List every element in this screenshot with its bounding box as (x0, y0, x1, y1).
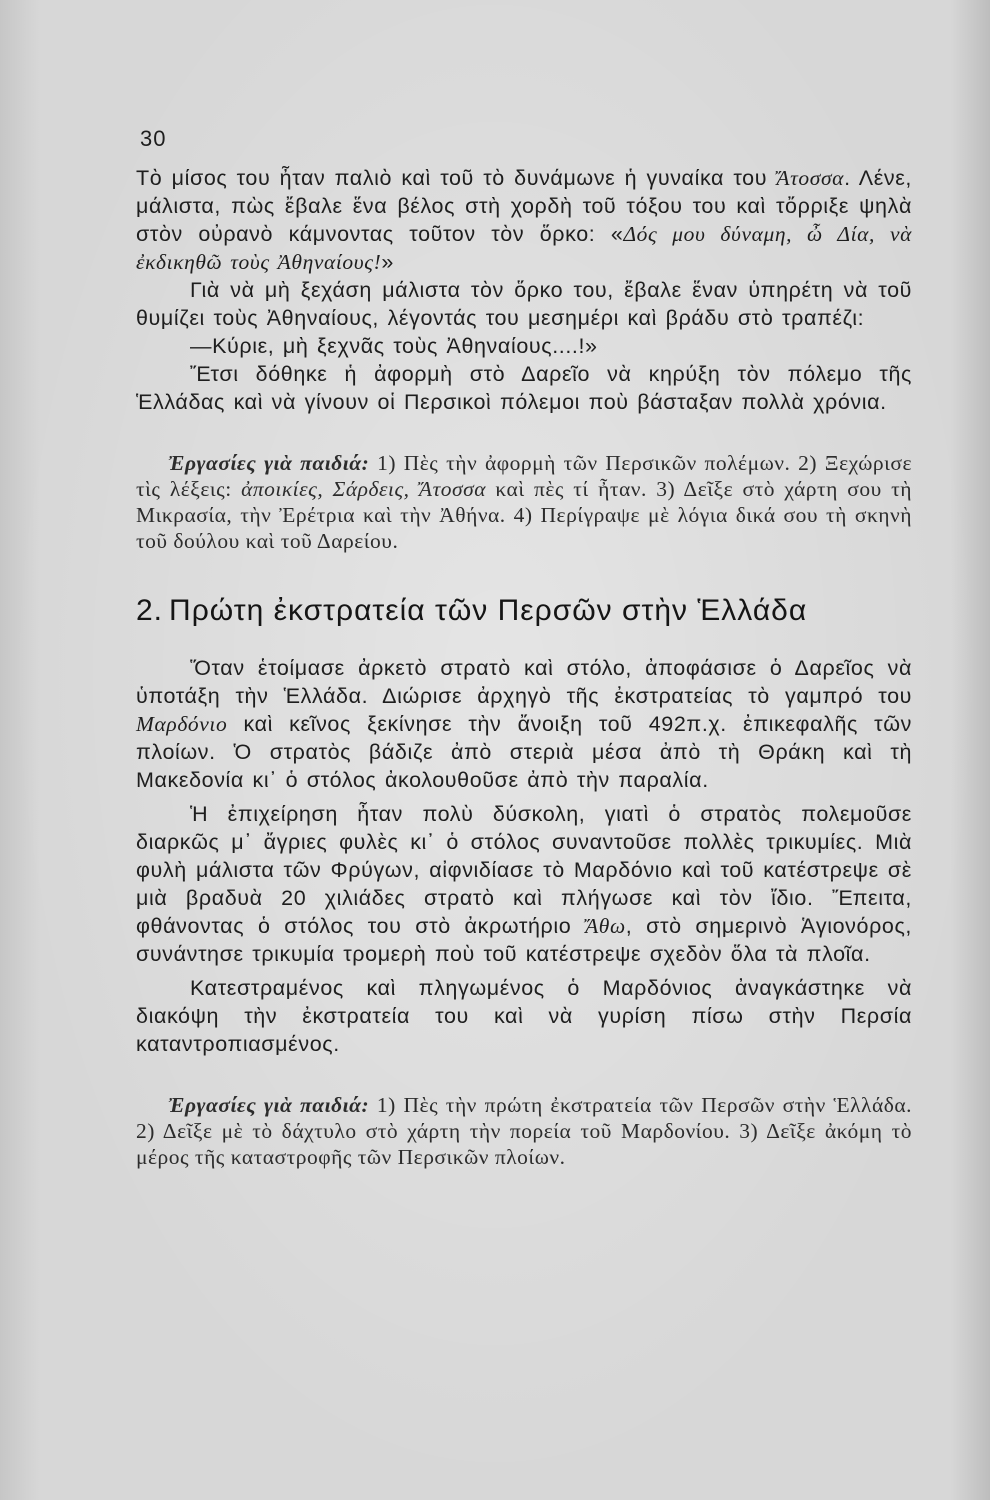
page-content (136, 164, 912, 1170)
intro-p1-name: Ἄτοσσα (776, 166, 845, 190)
section-p2-text-b: , στὸ σημερινὸ Ἁγιονόρος, συνάντησε τρικυμία τρομερὴ ποὺ τοῦ κατέστρεψε σχεδὸν ὅλα τὰ πλοῖα. (136, 914, 912, 966)
tasks-1-words: ἀποικίες, Σάρδεις, Ἄτοσσα (241, 477, 487, 501)
section-paragraph-3: Κατεστραμένος καὶ πληγωμένος ὁ Μαρδόνιος ἀναγκάστηκε νὰ διακόψη τὴν ἐκστρατεία του καὶ νὰ γυρίση πίσω στὴν Περσία καταντροπιασμένος. (136, 976, 912, 1056)
tasks-1-label: Ἐργασίες γιὰ παιδιά: (168, 451, 370, 475)
intro-paragraph-2: Γιὰ νὰ μὴ ξεχάση μάλιστα τὸν ὅρκο του, ἔβαλε ἕναν ὑπηρέτη νὰ τοῦ θυμίζει τοὺς Ἀθηναίους, λέγοντάς του μεσημέρι καὶ βράδυ στὸ τραπέζι: (136, 278, 912, 330)
tasks-block-2 (136, 1092, 912, 1170)
page-number: 30 (140, 126, 167, 151)
section-paragraph-2 (136, 800, 912, 968)
tasks-block-1 (136, 450, 912, 554)
section-p2-text-a: Ἡ ἐπιχείρηση ἦταν πολὺ δύσκολη, γιατὶ ὁ στρατὸς πολεμοῦσε διαρκῶς μ᾿ ἄγριες φυλὲς κι᾿ ὁ στόλος συναντοῦσε πολλὲς τρικυμίες. Μιὰ φυλὴ μάλιστα τῶν Φρύγων, αἰφνιδίασε τὸ Μαρδόνιο καὶ τοῦ κατέστρεψε σὲ μιὰ βραδυὰ 20 χιλιάδες στρατὸ καὶ πλήγωσε καὶ τὸν ἴδιο. Ἔπειτα, φθάνοντας ὁ στόλος του στὸ ἀκρωτήριο (136, 802, 912, 938)
intro-p1-text-b: . Λένε, μάλιστα, πὼς ἔβαλε ἕνα βέλος στὴ χορδὴ τοῦ τόξου του καὶ τὄρριξε ψηλὰ στὸν οὐρανὸ κάμνοντας τοῦτον τὸν ὅρκο: « (136, 166, 913, 246)
intro-quote-line: —Κύριε, μὴ ξεχνᾶς τοὺς Ἀθηναίους....!» (190, 334, 598, 358)
tasks-1-text-b: καὶ πὲς τί ἦταν. 3) Δεῖξε στὸ χάρτη σου τὴ Μικρασία, τὴν Ἐρέτρια καὶ τὴν Ἀθήνα. 4) Περίγραψε μὲ λόγια δικά σου τὴ σκηνὴ τοῦ δούλου καὶ τοῦ Δαρείου. (136, 477, 913, 553)
intro-p1-text-a: Τὸ μίσος του ἦταν παλιὸ καὶ τοῦ τὸ δυνάμωνε ἡ γυναίκα του (136, 166, 777, 190)
section-number: 2. (136, 594, 164, 627)
section-p1-name: Μαρδόνιο (136, 712, 228, 736)
tasks-2-text: 1) Πὲς τὴν πρώτη ἐκστρατεία τῶν Περσῶν στὴν Ἑλλάδα. 2) Δεῖξε μὲ τὸ δάχτυλο στὸ χάρτη τὴν πορεία τοῦ Μαρδονίου. 3) Δεῖξε ἀκόμη τὸ μέρος τῆς καταστροφῆς τῶν Περσικῶν πλοίων. (136, 1093, 913, 1169)
section-p1-text-b: καὶ κεῖνος ξεκίνησε τὴν ἄνοιξη τοῦ 492π.χ. ἐπικεφαλῆς τῶν πλοίων. Ὁ στρατὸς βάδιζε ἀπὸ στεριὰ μέσα ἀπὸ τὴ Θράκη καὶ τὴ Μακεδονία κι᾿ ὁ στόλος ἀκολουθοῦσε ἀπὸ τὴν παραλία. (136, 712, 912, 792)
intro-p1-text-c: » (381, 250, 394, 274)
section-title: Πρώτη ἐκστρατεία τῶν Περσῶν στὴν Ἑλλάδα (169, 594, 808, 627)
tasks-1-text-a: 1) Πὲς τὴν ἀφορμὴ τῶν Περσικῶν πολέμων. 2) Ξεχώρισε τὶς λέξεις: (136, 451, 912, 501)
tasks-2-label: Ἐργασίες γιὰ παιδιά: (168, 1093, 370, 1117)
intro-paragraph-4: Ἔτσι δόθηκε ἡ ἀφορμὴ στὸ Δαρεῖο νὰ κηρύξη τὸν πόλεμο τῆς Ἑλλάδας καὶ νὰ γίνουν οἱ Περσικοὶ πόλεμοι ποὺ βάσταξαν πολλὰ χρόνια. (136, 362, 912, 414)
section-paragraph-1 (136, 654, 912, 794)
section-p2-name: Ἄθω (585, 914, 626, 938)
section-p1-text-a: Ὅταν ἑτοίμασε ἀρκετὸ στρατὸ καὶ στόλο, ἀποφάσισε ὁ Δαρεῖος νὰ ὑποτάξη τὴν Ἑλλάδα. Διώρισε ἀρχηγὸ τῆς ἐκστρατείας τὸ γαμπρό του (136, 656, 912, 708)
intro-p1-oath: Δός μου δύναμη, ὦ Δία, νὰ ἐκδικηθῶ τοὺς Ἀθηναίους! (136, 222, 912, 274)
intro-paragraph-1 (136, 164, 912, 276)
section-heading (136, 592, 912, 630)
